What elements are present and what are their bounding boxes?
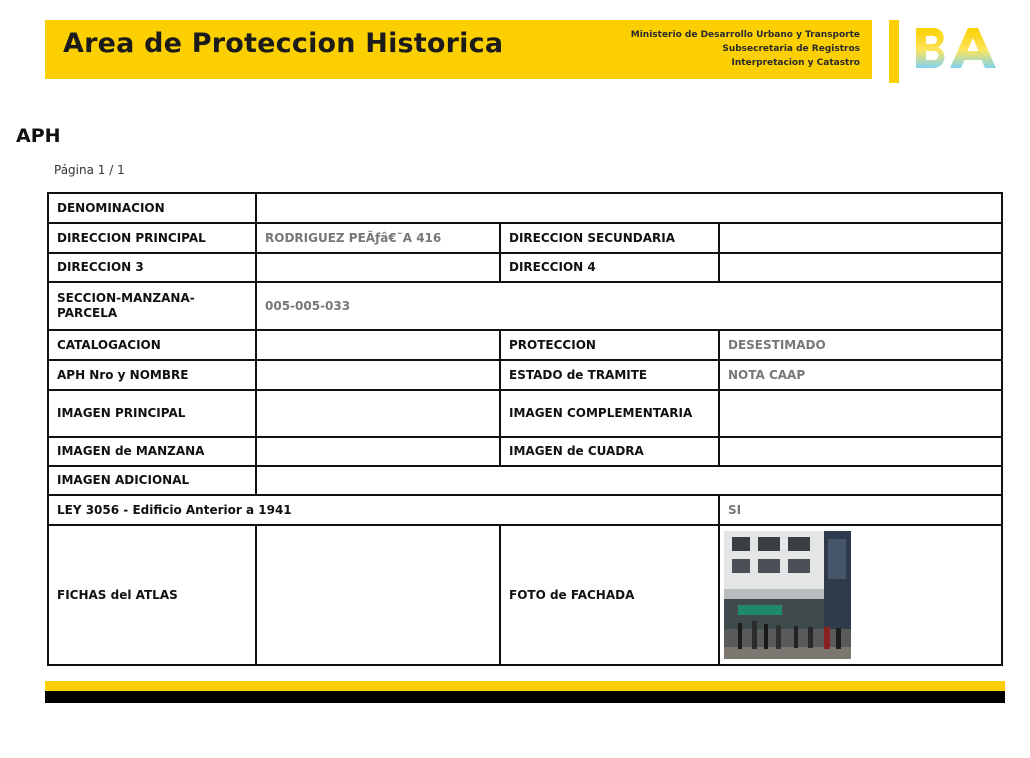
- field-label: CATALOGACION: [48, 330, 256, 360]
- field-value: [256, 193, 1002, 223]
- field-label: APH Nro y NOMBRE: [48, 360, 256, 390]
- field-label: IMAGEN PRINCIPAL: [48, 390, 256, 437]
- field-value: [719, 437, 1002, 466]
- field-value: [256, 466, 1002, 495]
- field-value: SI: [719, 495, 1002, 525]
- ministry-line-3: Interpretacion y Catastro: [731, 58, 860, 68]
- table-row: [48, 390, 1002, 437]
- field-value: [256, 437, 500, 466]
- field-label: FICHAS del ATLAS: [48, 525, 256, 665]
- page-number: Página 1 / 1: [54, 163, 125, 177]
- ministry-text: [631, 28, 860, 70]
- logo-text: BA: [912, 22, 914, 23]
- field-value: 005-005-033: [256, 282, 1002, 330]
- table-row: [48, 495, 1002, 525]
- table-row: [48, 360, 1002, 390]
- header-banner: [45, 20, 872, 79]
- table-row: [48, 282, 1002, 330]
- field-label: ESTADO de TRAMITE: [500, 360, 719, 390]
- table-row: [48, 466, 1002, 495]
- field-label: DIRECCION PRINCIPAL: [48, 223, 256, 253]
- field-value: NOTA CAAP: [719, 360, 1002, 390]
- aph-record-table: [47, 192, 1003, 666]
- table-row: [48, 330, 1002, 360]
- field-label: PROTECCION: [500, 330, 719, 360]
- table-row: [48, 223, 1002, 253]
- banner-separator: [889, 20, 899, 83]
- table-row: [48, 253, 1002, 282]
- table-row: [48, 437, 1002, 466]
- field-value: [256, 360, 500, 390]
- field-label: FOTO de FACHADA: [500, 525, 719, 665]
- field-value: [719, 253, 1002, 282]
- field-value: [256, 525, 500, 665]
- facade-photo[interactable]: [724, 531, 851, 659]
- field-label: DIRECCION 3: [48, 253, 256, 282]
- ba-logo-icon: [912, 22, 998, 74]
- field-value: [256, 330, 500, 360]
- field-label: DIRECCION 4: [500, 253, 719, 282]
- field-label: IMAGEN de CUADRA: [500, 437, 719, 466]
- ministry-line-1: Ministerio de Desarrollo Urbano y Transporte: [630, 30, 860, 40]
- field-value: [719, 390, 1002, 437]
- field-value: [719, 525, 1002, 665]
- field-value: [256, 253, 500, 282]
- footer-black-bar: [45, 691, 1005, 703]
- field-label: SECCION-MANZANA-PARCELA: [48, 282, 256, 330]
- table-row: [48, 193, 1002, 223]
- field-label: IMAGEN COMPLEMENTARIA: [500, 390, 719, 437]
- ministry-line-2: Subsecretaria de Registros: [722, 44, 860, 54]
- field-label: LEY 3056 - Edificio Anterior a 1941: [48, 495, 719, 525]
- banner-title: Area de Proteccion Historica: [63, 28, 504, 59]
- field-label: DIRECCION SECUNDARIA: [500, 223, 719, 253]
- field-value: [719, 223, 1002, 253]
- table-row: [48, 525, 1002, 665]
- footer-yellow-bar: [45, 681, 1005, 691]
- field-value: RODRIGUEZ PEÃƒâ€˜A 416: [256, 223, 500, 253]
- field-label: IMAGEN ADICIONAL: [48, 466, 256, 495]
- field-value: DESESTIMADO: [719, 330, 1002, 360]
- page-title: APH: [16, 125, 61, 147]
- field-label: DENOMINACION: [48, 193, 256, 223]
- field-label: IMAGEN de MANZANA: [48, 437, 256, 466]
- field-value: [256, 390, 500, 437]
